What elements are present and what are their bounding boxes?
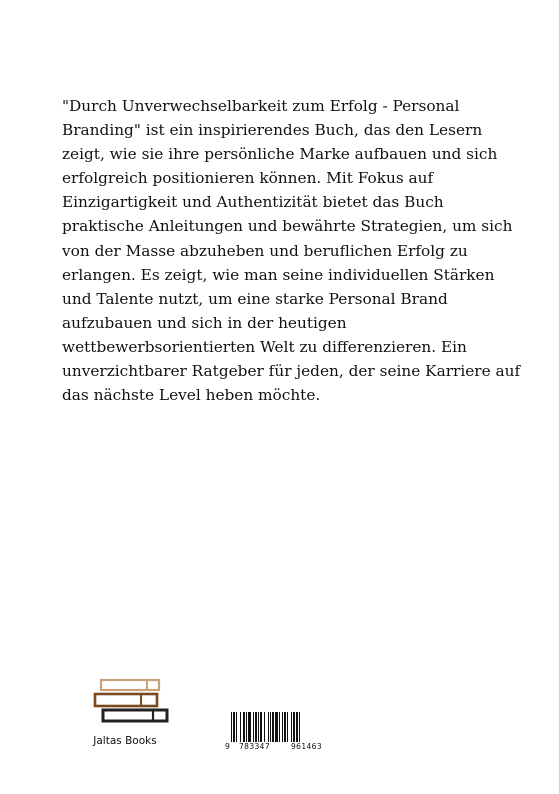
barcode-bar xyxy=(287,712,288,742)
barcode-bar xyxy=(291,712,292,742)
barcode-bar xyxy=(279,712,280,742)
barcode-bar xyxy=(268,712,269,742)
description-line: und Talente nutzt, um eine starke Personal Brand xyxy=(62,289,448,308)
description-line: zeigt, wie sie ihre persönliche Marke aufbauen und sich xyxy=(62,145,498,164)
barcode-bar xyxy=(231,712,232,742)
barcode-bar xyxy=(255,712,257,742)
barcode-bars xyxy=(231,712,331,742)
barcode-bar xyxy=(258,712,259,742)
barcode-digit-group: 961463 xyxy=(291,742,323,751)
barcode-bar xyxy=(264,712,265,742)
barcode-bar xyxy=(275,712,278,742)
barcode-bar xyxy=(240,712,241,742)
book-stack-icon xyxy=(89,672,173,724)
barcode-bar xyxy=(282,712,283,742)
barcode-bar xyxy=(270,712,271,742)
barcode-bar xyxy=(284,712,286,742)
publisher-name: Jaltas Books xyxy=(93,735,157,747)
barcode-bar xyxy=(293,712,295,742)
barcode-bar xyxy=(243,712,245,742)
barcode-bar xyxy=(253,712,254,742)
barcode-bar xyxy=(233,712,235,742)
description-line: das nächste Level heben möchte. xyxy=(62,386,321,405)
barcode-bar xyxy=(296,712,298,742)
barcode-bar xyxy=(260,712,262,742)
barcode-bar xyxy=(248,712,251,742)
description-line: erfolgreich positionieren können. Mit Fokus auf xyxy=(62,169,434,188)
description-line: "Durch Unverwechselbarkeit zum Erfolg - Personal xyxy=(62,97,460,115)
description-line: aufzubauen und sich in der heutigen xyxy=(62,313,347,332)
description-line: unverzichtbarer Ratgeber für jeden, der seine Karriere auf xyxy=(62,362,521,381)
description-line: von der Masse abzuheben und beruflichen Erfolg zu xyxy=(62,241,468,260)
description-line: praktische Anleitungen und bewährte Strategien, um sich xyxy=(62,217,513,236)
description-line: Branding" ist ein inspirierendes Buch, das den Lesern xyxy=(62,121,483,140)
barcode-bar xyxy=(236,712,237,742)
description-line: erlangen. Es zeigt, wie man seine individuellen Stärken xyxy=(62,265,495,284)
isbn-barcode xyxy=(225,712,335,750)
description-line: Einzigartigkeit und Authentizität bietet das Buch xyxy=(62,193,444,212)
barcode-bar xyxy=(299,712,300,742)
barcode-bar xyxy=(272,712,274,742)
barcode-digit-group: 783347 xyxy=(239,742,271,751)
description-line: wettbewerbsorientierten Welt zu differenzieren. Ein xyxy=(62,337,467,356)
book-description xyxy=(62,94,521,407)
barcode-bar xyxy=(246,712,247,742)
barcode-digit-group: 9 xyxy=(225,742,231,751)
